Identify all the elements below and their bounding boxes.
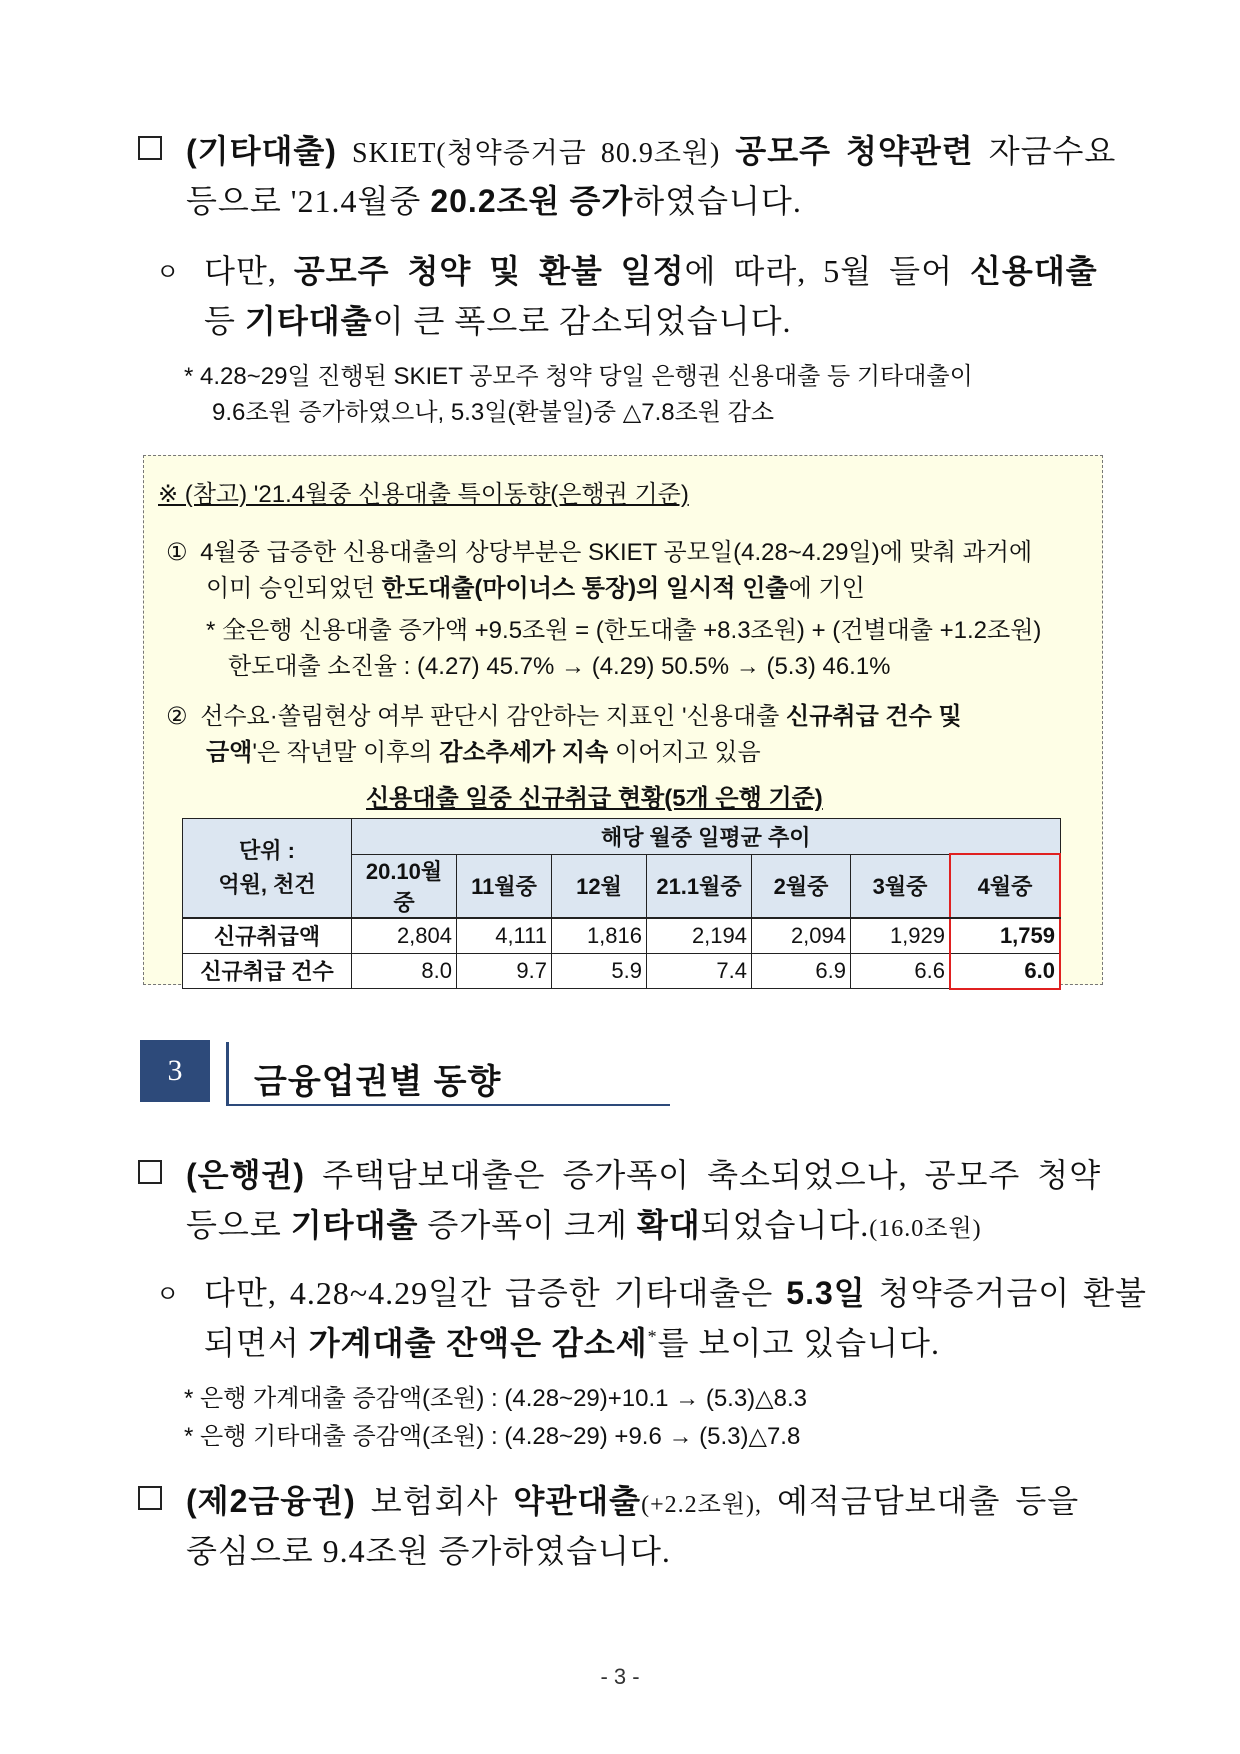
bullet2-line2: 되면서 가계대출 잔액은 감소세*를 보이고 있습니다. (204, 1325, 940, 1361)
ref-item1-sub1: * 全은행 신용대출 증가액 +9.5조원 = (한도대출 +8.3조원) + (건별대출 +1.2조원) (206, 617, 1042, 644)
checkbox-square-2 (138, 1160, 162, 1184)
col-header: 20.10월중 (352, 854, 457, 918)
col-header: 2월중 (752, 854, 851, 918)
table-cell: 1,929 (851, 918, 951, 954)
row-label: 신규취급액 (183, 918, 352, 954)
bullet1-line1: 다만, 공모주 청약 및 환불 일정에 따라, 5월 들어 신용대출 (204, 253, 1098, 289)
note1-line1: * 4.28~29일 진행된 SKIET 공모주 청약 당일 은행권 신용대출 등 기타대출이 (184, 363, 973, 390)
table-cell: 8.0 (352, 953, 457, 989)
table-cell: 2,804 (352, 918, 457, 954)
page-number: - 3 - (600, 1664, 640, 1689)
para3-line1: (제2금융권) 보험회사 약관대출(+2.2조원), 예적금담보대출 등을 (186, 1483, 1080, 1519)
table-cell: 2,194 (647, 918, 752, 954)
section-title: 금융업권별 동향 (254, 1063, 502, 1101)
para3-line2: 중심으로 9.4조원 증가하였습니다. (186, 1533, 671, 1569)
table-cell: 2,094 (752, 918, 851, 954)
new-credit-table (182, 818, 1061, 990)
ref-title: ※ (참고) '21.4월중 신용대출 특이동향(은행권 기준) (158, 481, 689, 508)
col-header-highlight: 4월중 (950, 854, 1060, 918)
note2-line1: * 은행 가계대출 증감액(조원) : (4.28~29)+10.1 → (5.3)△8.3 (184, 1385, 807, 1412)
note2-line2: * 은행 기타대출 증감액(조원) : (4.28~29) +9.6 → (5.3)△7.8 (184, 1423, 801, 1450)
ref-item1-line1: ① 4월중 급증한 신용대출의 상당부분은 SKIET 공모일(4.28~4.29일)에 맞춰 과거에 (166, 539, 1033, 566)
col-header: 21.1월중 (647, 854, 752, 918)
ref-item1-line2: 이미 승인되었던 한도대출(마이너스 통장)의 일시적 인출에 기인 (206, 575, 865, 602)
ref-item2-line1: ② 선수요·쏠림현상 여부 판단시 감안하는 지표인 '신용대출 신규취급 건수 및 (166, 703, 962, 730)
table-cell-highlight: 6.0 (950, 953, 1060, 989)
reference-box (143, 455, 1103, 985)
ref-item1-sub2: 한도대출 소진율 : (4.27) 45.7% → (4.29) 50.5% → (5.3) 46.1% (228, 653, 891, 680)
para2-line2: 등으로 기타대출 증가폭이 크게 확대되었습니다.(16.0조원) (186, 1207, 982, 1243)
checkbox-square-3 (138, 1486, 162, 1510)
table-corner: 단위 : 억원, 천건 (183, 819, 352, 918)
para1-head: (기타대출) (186, 133, 337, 169)
table-row (183, 918, 1061, 954)
table-cell: 7.4 (647, 953, 752, 989)
table-row (183, 953, 1061, 989)
col-header: 11월중 (457, 854, 552, 918)
bullet1-mark: ㅇ (156, 260, 181, 286)
table-title: 신용대출 일중 신규취급 현황(5개 은행 기준) (366, 785, 823, 812)
para1-line1: (기타대출) SKIET(청약증거금 80.9조원) 공모주 청약관련 자금수요 (186, 133, 1117, 169)
table-cell: 1,816 (552, 918, 647, 954)
table-cell: 9.7 (457, 953, 552, 989)
para1-line2: 등으로 '21.4월중 20.2조원 증가하였습니다. (186, 183, 802, 219)
col-header: 3월중 (851, 854, 951, 918)
table-group-header: 해당 월중 일평균 추이 (352, 819, 1061, 855)
col-header: 12월 (552, 854, 647, 918)
section-underline (226, 1104, 670, 1106)
table-cell: 6.9 (752, 953, 851, 989)
table-cell: 6.6 (851, 953, 951, 989)
ref-item2-line2: 금액'은 작년말 이후의 감소추세가 지속 이어지고 있음 (206, 739, 761, 766)
para2-line1: (은행권) 주택담보대출은 증가폭이 축소되었으나, 공모주 청약 (186, 1157, 1102, 1193)
bullet2-mark: ㅇ (156, 1282, 181, 1308)
bullet2-line1: 다만, 4.28~4.29일간 급증한 기타대출은 5.3일 청약증거금이 환불 (204, 1275, 1147, 1311)
row-label: 신규취급 건수 (183, 953, 352, 989)
table-cell: 5.9 (552, 953, 647, 989)
checkbox-square-1 (138, 136, 162, 160)
table-cell: 4,111 (457, 918, 552, 954)
section-number: 3 (140, 1040, 210, 1102)
table-cell-highlight: 1,759 (950, 918, 1060, 954)
section-divider (226, 1042, 229, 1104)
bullet1-line2: 등 기타대출이 큰 폭으로 감소되었습니다. (204, 303, 792, 339)
note1-line2: 9.6조원 증가하였으나, 5.3일(환불일)중 △7.8조원 감소 (212, 399, 774, 426)
